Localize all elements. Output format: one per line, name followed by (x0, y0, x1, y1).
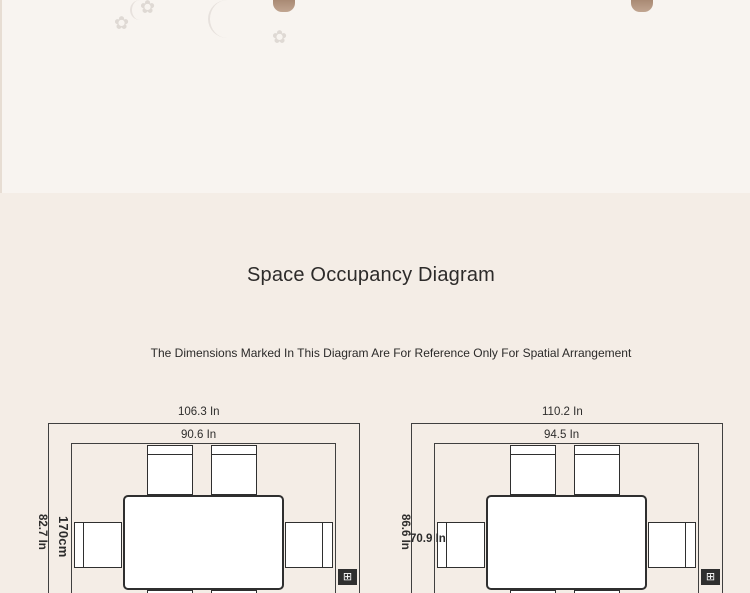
outer-width-label: 106.3 In (178, 406, 220, 418)
space-diagram-2 (363, 400, 716, 593)
space-diagram-1 (0, 400, 353, 593)
blossom-icon: ✿ (114, 13, 130, 33)
inner-width-label: 90.6 In (181, 429, 217, 441)
chair-left (74, 522, 122, 568)
chair-right (648, 522, 696, 568)
chair-left (437, 522, 485, 568)
blossom-icon: ✿ (140, 0, 156, 17)
dining-table-outline (486, 495, 647, 590)
section-subtitle: The Dimensions Marked In This Diagram Are For Reference Only For Spatial Arrangement (150, 346, 632, 360)
branch-decoration (130, 0, 162, 20)
chair-top (574, 445, 620, 495)
branch-decoration (208, 0, 250, 38)
chair-top (211, 445, 257, 495)
space-occupancy-section (0, 193, 750, 593)
table-leg-image (631, 0, 653, 12)
blossom-icon: ✿ (272, 27, 288, 47)
inner-depth-label: 70.9 In (410, 533, 446, 545)
outer-depth-label: 82.7 In (36, 514, 48, 550)
inner-width-label: 94.5 In (544, 429, 580, 441)
table-leg-image (273, 0, 295, 12)
inner-depth-label: 170cm (56, 516, 71, 558)
product-photo-bottom (0, 0, 750, 194)
section-title: Space Occupancy Diagram (246, 264, 496, 286)
zoom-icon[interactable]: ⊞ (338, 569, 357, 585)
chair-top (147, 445, 193, 495)
photo-border (0, 0, 2, 193)
chair-top (510, 445, 556, 495)
zoom-icon[interactable]: ⊞ (701, 569, 720, 585)
dining-table-outline (123, 495, 284, 590)
outer-depth-label: 86.6 In (399, 514, 411, 550)
chair-right (285, 522, 333, 568)
outer-width-label: 110.2 In (542, 406, 583, 418)
